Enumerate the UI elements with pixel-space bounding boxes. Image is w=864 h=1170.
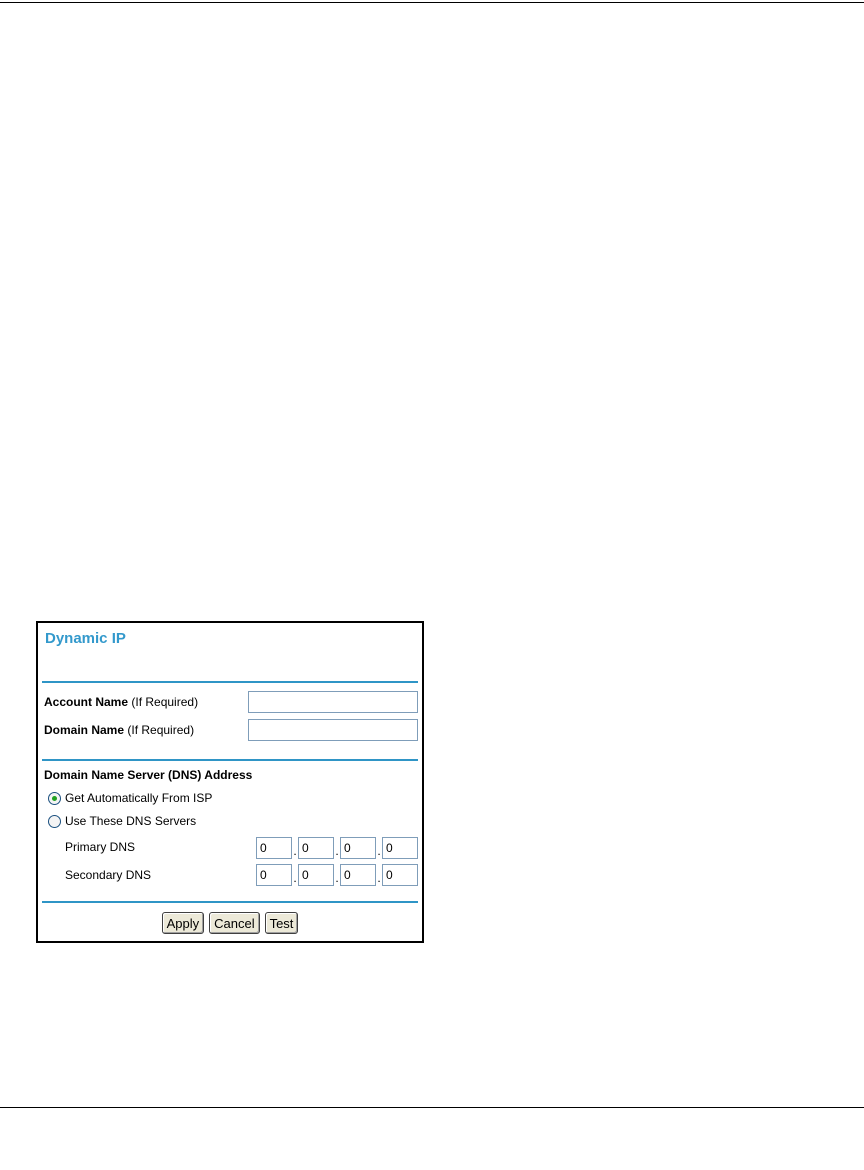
ip-dot: . — [293, 871, 297, 885]
account-name-label — [44, 695, 198, 709]
dns-manual-option[interactable] — [48, 813, 196, 829]
ip-dot: . — [335, 871, 339, 885]
secondary-dns-octet-4[interactable] — [382, 864, 418, 886]
primary-dns-octet-1[interactable] — [256, 837, 292, 859]
account-name-input[interactable] — [248, 691, 418, 713]
domain-name-note: (If Required) — [127, 723, 195, 737]
domain-name-label-text: Domain Name — [44, 723, 125, 737]
dns-auto-radio[interactable] — [48, 792, 61, 805]
ip-dot: . — [377, 871, 381, 885]
button-bar — [38, 912, 422, 934]
account-name-note: (If Required) — [131, 695, 199, 709]
dns-manual-label[interactable]: Use These DNS Servers — [65, 814, 197, 828]
dns-auto-option[interactable] — [48, 790, 212, 806]
primary-dns-octet-2[interactable] — [298, 837, 334, 859]
page-bottom-rule — [0, 1107, 864, 1108]
test-button[interactable]: Test — [265, 912, 299, 934]
secondary-dns-octet-2[interactable] — [298, 864, 334, 886]
secondary-dns-label: Secondary DNS — [65, 868, 152, 882]
domain-name-label — [44, 723, 194, 737]
primary-dns-octet-3[interactable] — [340, 837, 376, 859]
title-separator — [42, 681, 418, 683]
dynamic-ip-panel — [36, 621, 424, 943]
dns-section-heading: Domain Name Server (DNS) Address — [44, 768, 253, 782]
page-top-rule — [0, 2, 864, 3]
apply-button[interactable]: Apply — [162, 912, 205, 934]
ip-dot: . — [377, 844, 381, 858]
secondary-dns-octet-3[interactable] — [340, 864, 376, 886]
buttons-separator — [42, 901, 418, 903]
secondary-dns-octet-1[interactable] — [256, 864, 292, 886]
domain-name-input[interactable] — [248, 719, 418, 741]
panel-title: Dynamic IP — [45, 630, 126, 647]
primary-dns-octet-4[interactable] — [382, 837, 418, 859]
dns-manual-radio[interactable] — [48, 815, 61, 828]
dns-auto-label[interactable]: Get Automatically From ISP — [65, 791, 213, 805]
ip-dot: . — [293, 844, 297, 858]
primary-dns-label: Primary DNS — [65, 840, 136, 854]
account-separator — [42, 759, 418, 761]
account-name-label-text: Account Name — [44, 695, 129, 709]
cancel-button[interactable]: Cancel — [209, 912, 259, 934]
ip-dot: . — [335, 844, 339, 858]
